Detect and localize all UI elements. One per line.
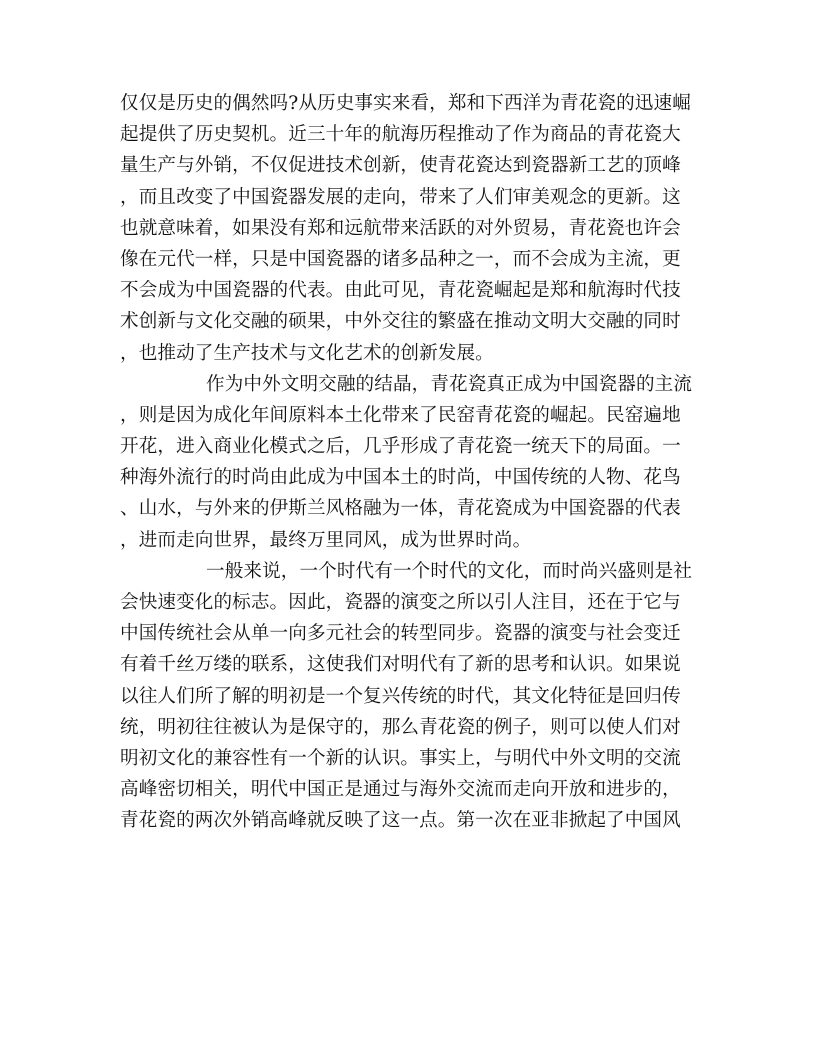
- paragraph-3-line-3: 中国传统社会从单一向多元社会的转型同步。瓷器的演变与社会变迁: [120, 623, 681, 645]
- paragraph-1-line-4: ，而且改变了中国瓷器发展的走向，带来了人们审美观念的更新。这: [120, 186, 681, 208]
- paragraph-1-line-3: 量生产与外销，不仅促进技术创新，使青花瓷达到瓷器新工艺的顶峰: [120, 155, 681, 177]
- paragraph-3-line-1: 一般来说，一个时代有一个时代的文化，而时尚兴盛则是社: [206, 560, 693, 582]
- paragraph-3-line-8: 高峰密切相关，明代中国正是通过与海外交流而走向开放和进步的，: [120, 779, 681, 801]
- paragraph-1-line-5: 也就意味着，如果没有郑和远航带来活跃的对外贸易，青花瓷也许会: [120, 217, 681, 239]
- paragraph-2-line-2: ，则是因为成化年间原料本土化带来了民窑青花瓷的崛起。民窑遍地: [120, 404, 681, 426]
- paragraph-1-line-1: 仅仅是历史的偶然吗?从历史事实来看，郑和下西洋为青花瓷的迅速崛: [120, 93, 691, 114]
- paragraph-3-line-9: 青花瓷的两次外销高峰就反映了这一点。第一次在亚非掀起了中国风: [120, 810, 681, 832]
- paragraph-3-line-4: 有着千丝万缕的联系，这使我们对明代有了新的思考和认识。如果说: [120, 654, 681, 676]
- paragraph-1-line-8: 术创新与文化交融的硕果，中外交往的繁盛在推动文明大交融的同时: [120, 311, 681, 333]
- paragraph-2-line-3: 开花，进入商业化模式之后，几乎形成了青花瓷一统天下的局面。一: [120, 436, 681, 458]
- paragraph-1-line-9: ，也推动了生产技术与文化艺术的创新发展。: [120, 342, 494, 364]
- paragraph-2-line-1: 作为中外文明交融的结晶，青花瓷真正成为中国瓷器的主流: [206, 373, 693, 395]
- paragraph-3-line-6: 统，明初往往被认为是保守的，那么青花瓷的例子，则可以使人们对: [120, 716, 681, 738]
- paragraph-2-line-6: ，进而走向世界，最终万里同风，成为世界时尚。: [120, 529, 532, 551]
- paragraph-3-line-5: 以往人们所了解的明初是一个复兴传统的时代，其文化特征是回归传: [120, 685, 681, 707]
- document-body: [120, 88, 696, 837]
- paragraph-3-line-2: 会快速变化的标志。因此，瓷器的演变之所以引人注目，还在于它与: [120, 592, 681, 613]
- paragraph-2-line-4: 种海外流行的时尚由此成为中国本土的时尚，中国传统的人物、花鸟: [120, 467, 681, 489]
- paragraph-1-line-6: 像在元代一样，只是中国瓷器的诸多品种之一，而不会成为主流，更: [120, 248, 681, 270]
- paragraph-1-line-2: 起提供了历史契机。近三十年的航海历程推动了作为商品的青花瓷大: [120, 124, 681, 146]
- paragraph-2-line-5: 、山水，与外来的伊斯兰风格融为一体，青花瓷成为中国瓷器的代表: [120, 498, 681, 520]
- paragraph-1-line-7: 不会成为中国瓷器的代表。由此可见，青花瓷崛起是郑和航海时代技: [120, 280, 681, 302]
- paragraph-3-line-7: 明初文化的兼容性有一个新的认识。事实上，与明代中外文明的交流: [120, 747, 681, 769]
